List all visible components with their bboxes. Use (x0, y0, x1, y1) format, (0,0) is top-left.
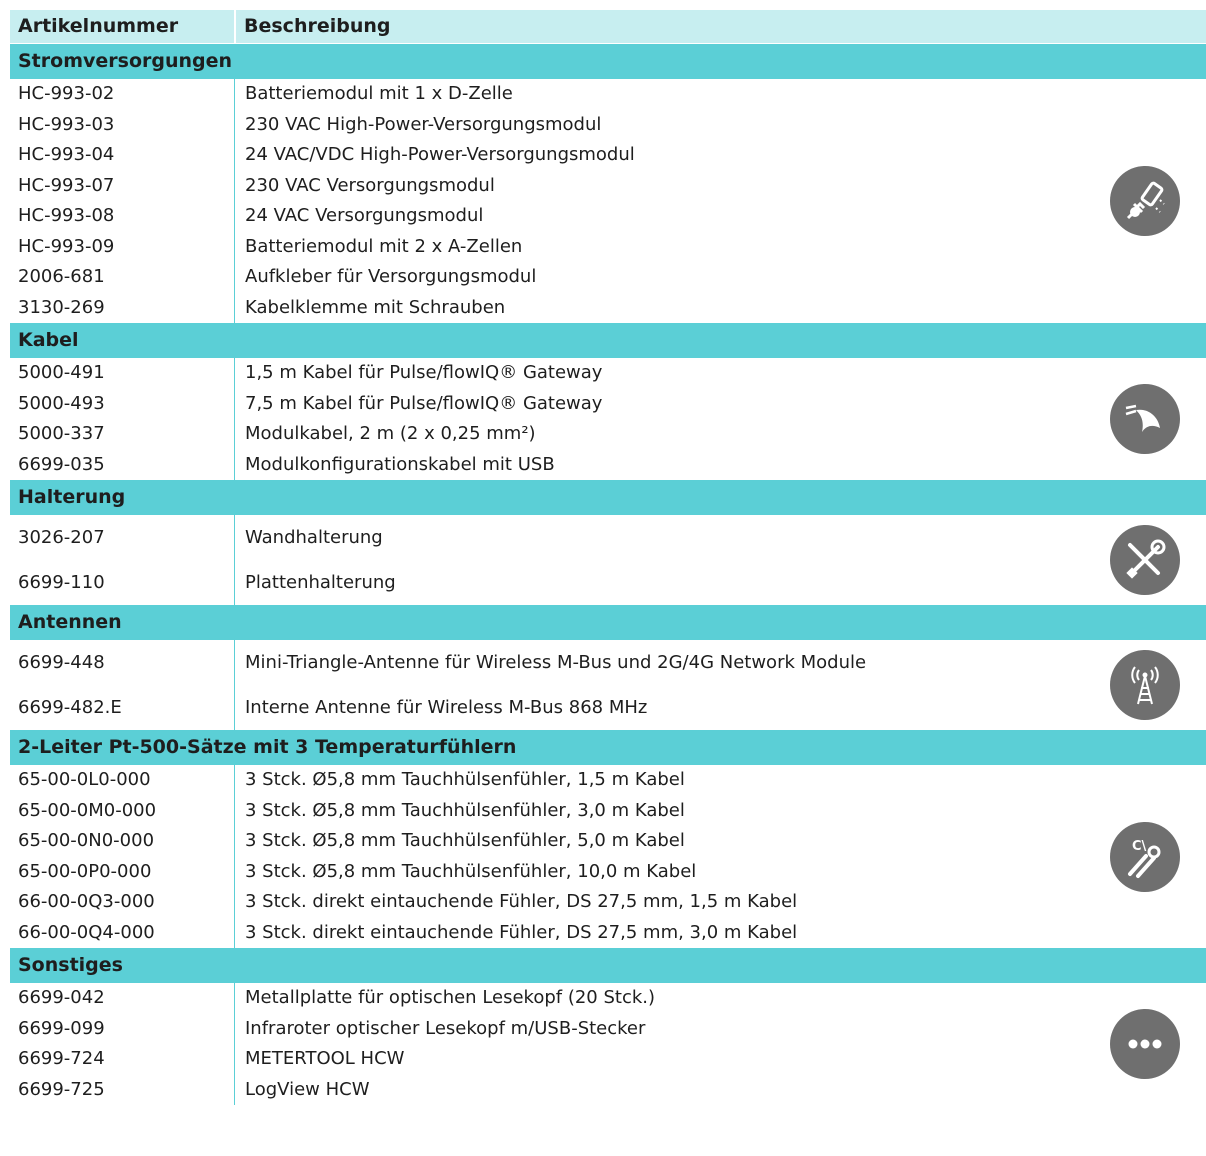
description-cell: Wandhalterung (245, 527, 383, 548)
article-number-cell: HC-993-04 (18, 144, 115, 165)
section-body (10, 765, 1206, 948)
table-header (10, 10, 1206, 44)
header-description: Beschreibung (244, 15, 391, 37)
article-number-cell: 2006-681 (18, 266, 105, 287)
article-number-cell: 65-00-0N0-000 (18, 830, 155, 851)
article-number-cell: 3026-207 (18, 527, 105, 548)
article-number-cell: HC-993-07 (18, 174, 115, 196)
description-cell: 24 VAC Versorgungsmodul (245, 205, 484, 226)
article-number-cell: 6699-448 (18, 652, 105, 673)
description-cell: 3 Stck. direkt eintauchende Fühler, DS 27,5 mm, 3,0 m Kabel (245, 921, 798, 943)
section-body (10, 515, 1206, 605)
description-cell: Batteriemodul mit 2 x A-Zellen (245, 235, 523, 257)
article-number-cell: 5000-337 (18, 423, 105, 444)
section-title: Halterung (10, 480, 1206, 515)
tools-icon (1110, 525, 1180, 595)
article-number-cell: 5000-491 (18, 362, 105, 383)
article-number-cell: HC-993-08 (18, 205, 115, 226)
description-cell: LogView HCW (245, 1078, 370, 1100)
description-cell: 3 Stck. direkt eintauchende Fühler, DS 27,5 mm, 1,5 m Kabel (245, 891, 798, 912)
description-cell: Modulkabel, 2 m (2 x 0,25 mm²) (245, 423, 536, 444)
description-cell: Mini-Triangle-Antenne für Wireless M-Bus und 2G/4G Network Module (245, 652, 867, 673)
cable-icon (1110, 384, 1180, 454)
header-article-number: Artikelnummer (10, 10, 236, 43)
description-cell: 3 Stck. Ø5,8 mm Tauchhülsenfühler, 1,5 m Kabel (245, 769, 685, 790)
article-number-cell: 66-00-0Q3-000 (18, 891, 155, 912)
description-cell: 3 Stck. Ø5,8 mm Tauchhülsenfühler, 10,0 m Kabel (245, 860, 697, 882)
description-cell: 1,5 m Kabel für Pulse/flowIQ® Gateway (245, 362, 603, 383)
article-number-cell: 3130-269 (18, 296, 105, 318)
antenna-icon (1110, 650, 1180, 720)
description-cell: 24 VAC/VDC High-Power-Versorgungsmodul (245, 144, 635, 165)
article-number-cell: 6699-725 (18, 1078, 105, 1100)
article-number-cell: 65-00-0L0-000 (18, 769, 151, 790)
power-plug-module-icon (1110, 166, 1180, 236)
description-cell: Infraroter optischer Lesekopf m/USB-Stecker (245, 1017, 646, 1039)
article-number-cell: HC-993-09 (18, 235, 115, 257)
more-dots-icon (1110, 1009, 1180, 1079)
accessories-table (10, 10, 1206, 1105)
section-body (10, 79, 1206, 323)
description-cell: 230 VAC High-Power-Versorgungsmodul (245, 113, 602, 135)
section-body (10, 358, 1206, 480)
article-number-cell: 5000-493 (18, 392, 105, 414)
section-body (10, 983, 1206, 1105)
section-title: 2-Leiter Pt-500-Sätze mit 3 Temperaturfühlern (10, 730, 1206, 765)
section-body (10, 640, 1206, 730)
article-number-cell: HC-993-03 (18, 113, 115, 135)
article-number-cell: 66-00-0Q4-000 (18, 921, 155, 943)
description-cell: Modulkonfigurationskabel mit USB (245, 453, 555, 475)
article-number-cell: HC-993-02 (18, 83, 115, 104)
article-number-cell: 65-00-0M0-000 (18, 799, 157, 821)
description-cell: Kabelklemme mit Schrauben (245, 296, 506, 318)
article-number-cell: 6699-035 (18, 453, 105, 475)
description-cell: Metallplatte für optischen Lesekopf (20 Stck.) (245, 987, 656, 1008)
article-number-cell: 6699-099 (18, 1017, 105, 1039)
description-cell: Aufkleber für Versorgungsmodul (245, 266, 537, 287)
description-cell: METERTOOL HCW (245, 1048, 405, 1069)
article-number-cell: 6699-482.E (18, 697, 122, 718)
description-cell: 7,5 m Kabel für Pulse/flowIQ® Gateway (245, 392, 603, 414)
article-number-cell: 6699-110 (18, 572, 105, 593)
description-cell: 3 Stck. Ø5,8 mm Tauchhülsenfühler, 3,0 m Kabel (245, 799, 685, 821)
description-cell: Plattenhalterung (245, 572, 396, 593)
svg-text:C\: C\ (1132, 839, 1147, 854)
description-cell: Interne Antenne für Wireless M-Bus 868 MHz (245, 697, 648, 718)
description-cell: 230 VAC Versorgungsmodul (245, 174, 495, 196)
section-title: Stromversorgungen (10, 44, 1206, 79)
description-cell: Batteriemodul mit 1 x D-Zelle (245, 83, 513, 104)
section-title: Kabel (10, 323, 1206, 358)
description-cell: 3 Stck. Ø5,8 mm Tauchhülsenfühler, 5,0 m Kabel (245, 830, 685, 851)
article-number-cell: 6699-724 (18, 1048, 105, 1069)
section-title: Antennen (10, 605, 1206, 640)
article-number-cell: 6699-042 (18, 987, 105, 1008)
temperature-sensor-icon (1110, 822, 1180, 892)
section-title: Sonstiges (10, 948, 1206, 983)
article-number-cell: 65-00-0P0-000 (18, 860, 152, 882)
